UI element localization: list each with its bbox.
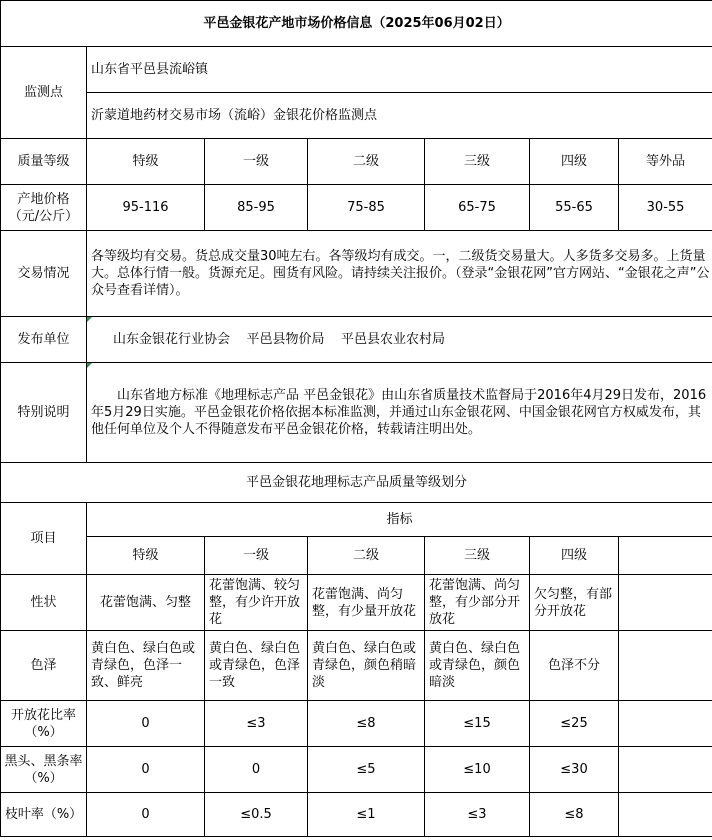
monitoring-market: 沂蒙道地药材交易市场（流峪）金银花价格监测点 bbox=[87, 93, 712, 139]
price-value: 75-85 bbox=[308, 185, 425, 231]
standard-cell: 0 bbox=[87, 701, 205, 747]
price-value: 30-55 bbox=[619, 185, 712, 231]
standard-row-label: 性状 bbox=[1, 575, 87, 631]
standard-cell: 黄白色、绿白色或青绿色，色泽一致 bbox=[205, 631, 308, 701]
standard-cell: ≤0.5 bbox=[205, 793, 308, 837]
grade-header: 四级 bbox=[530, 139, 619, 185]
standard-cell: ≤3 bbox=[425, 793, 530, 837]
trade-label: 交易情况 bbox=[1, 231, 87, 317]
empty-cell bbox=[619, 793, 712, 837]
standard-cell: ≤10 bbox=[425, 747, 530, 793]
indicator-label: 指标 bbox=[87, 503, 712, 537]
standard-cell: ≤5 bbox=[308, 747, 425, 793]
sheet-title: 平邑金银花产地市场价格信息（2025年06月02日） bbox=[1, 1, 712, 47]
grade-label: 质量等级 bbox=[1, 139, 87, 185]
empty-cell bbox=[619, 575, 712, 631]
empty-cell bbox=[619, 747, 712, 793]
notes-text: 山东省地方标准《地理标志产品 平邑金银花》由山东省质量技术监督局于2016年4月29日发布，2016年5月29日实施。平邑金银花价格依据本标准监测，并通过山东金银花网、中国金银花网官方权威发布，其他任何单位及个人不得随意发布平邑金银花价格，转载请注明出处。 bbox=[87, 363, 712, 463]
standard-row-label: 枝叶率（%） bbox=[1, 793, 87, 837]
standard-cell: 花蕾饱满、较匀整，有少许开放花 bbox=[205, 575, 308, 631]
publisher-text: 山东金银花行业协会 平邑县物价局 平邑县农业农村局 bbox=[87, 317, 712, 363]
price-value: 95-116 bbox=[87, 185, 205, 231]
price-value: 65-75 bbox=[425, 185, 530, 231]
standard-cell: ≤1 bbox=[308, 793, 425, 837]
standard-cell: 黄白色、绿白色或青绿色，颜色暗淡 bbox=[425, 631, 530, 701]
standard-cell: 花蕾饱满、尚匀整，有少量开放花 bbox=[308, 575, 425, 631]
standard-grade-header: 四级 bbox=[530, 537, 619, 575]
standard-cell: 花蕾饱满、匀整 bbox=[87, 575, 205, 631]
standard-cell: ≤15 bbox=[425, 701, 530, 747]
standard-cell: 欠匀整，有部分开放花 bbox=[530, 575, 619, 631]
grade-header: 一级 bbox=[205, 139, 308, 185]
standard-cell: 花蕾饱满、尚匀整，有少部分开放花 bbox=[425, 575, 530, 631]
empty-cell bbox=[619, 537, 712, 575]
grade-header: 二级 bbox=[308, 139, 425, 185]
standard-cell: 0 bbox=[87, 793, 205, 837]
standard-row-label: 开放花比率（%） bbox=[1, 701, 87, 747]
standard-grade-header: 一级 bbox=[205, 537, 308, 575]
standard-cell: 黄白色、绿白色或青绿色，颜色稍暗淡 bbox=[308, 631, 425, 701]
standard-cell: ≤25 bbox=[530, 701, 619, 747]
grade-header: 等外品 bbox=[619, 139, 712, 185]
empty-cell bbox=[619, 631, 712, 701]
empty-cell bbox=[619, 701, 712, 747]
item-label: 项目 bbox=[1, 503, 87, 575]
standard-cell: 黄白色、绿白色或青绿色，色泽一致、鲜亮 bbox=[87, 631, 205, 701]
price-value: 55-65 bbox=[530, 185, 619, 231]
standard-cell: 0 bbox=[205, 747, 308, 793]
grade-header: 特级 bbox=[87, 139, 205, 185]
standard-title: 平邑金银花地理标志产品质量等级划分 bbox=[1, 463, 712, 503]
monitoring-label: 监测点 bbox=[1, 47, 87, 139]
standard-cell: ≤3 bbox=[205, 701, 308, 747]
grade-header: 三级 bbox=[425, 139, 530, 185]
standard-grade-header: 特级 bbox=[87, 537, 205, 575]
publisher-label: 发布单位 bbox=[1, 317, 87, 363]
monitoring-location: 山东省平邑县流峪镇 bbox=[87, 47, 712, 93]
notes-label: 特别说明 bbox=[1, 363, 87, 463]
standard-cell: 0 bbox=[87, 747, 205, 793]
standard-grade-header: 二级 bbox=[308, 537, 425, 575]
trade-text: 各等级均有交易。货总成交量30吨左右。各等级均有成交。一，二级货交易量大。人多货多交易多。上货量大。总体行情一般。货源充足。囤货有风险。请持续关注报价。（登录“金银花网”官方网站、“金银花之声”公众号查看详情）。 bbox=[87, 231, 712, 317]
price-value: 85-95 bbox=[205, 185, 308, 231]
standard-cell: 色泽不分 bbox=[530, 631, 619, 701]
standard-grade-header: 三级 bbox=[425, 537, 530, 575]
price-label: 产地价格（元/公斤） bbox=[1, 185, 87, 231]
standard-row-label: 黑头、黑条率（%） bbox=[1, 747, 87, 793]
standard-cell: ≤30 bbox=[530, 747, 619, 793]
standard-row-label: 色泽 bbox=[1, 631, 87, 701]
standard-cell: ≤8 bbox=[530, 793, 619, 837]
standard-cell: ≤8 bbox=[308, 701, 425, 747]
